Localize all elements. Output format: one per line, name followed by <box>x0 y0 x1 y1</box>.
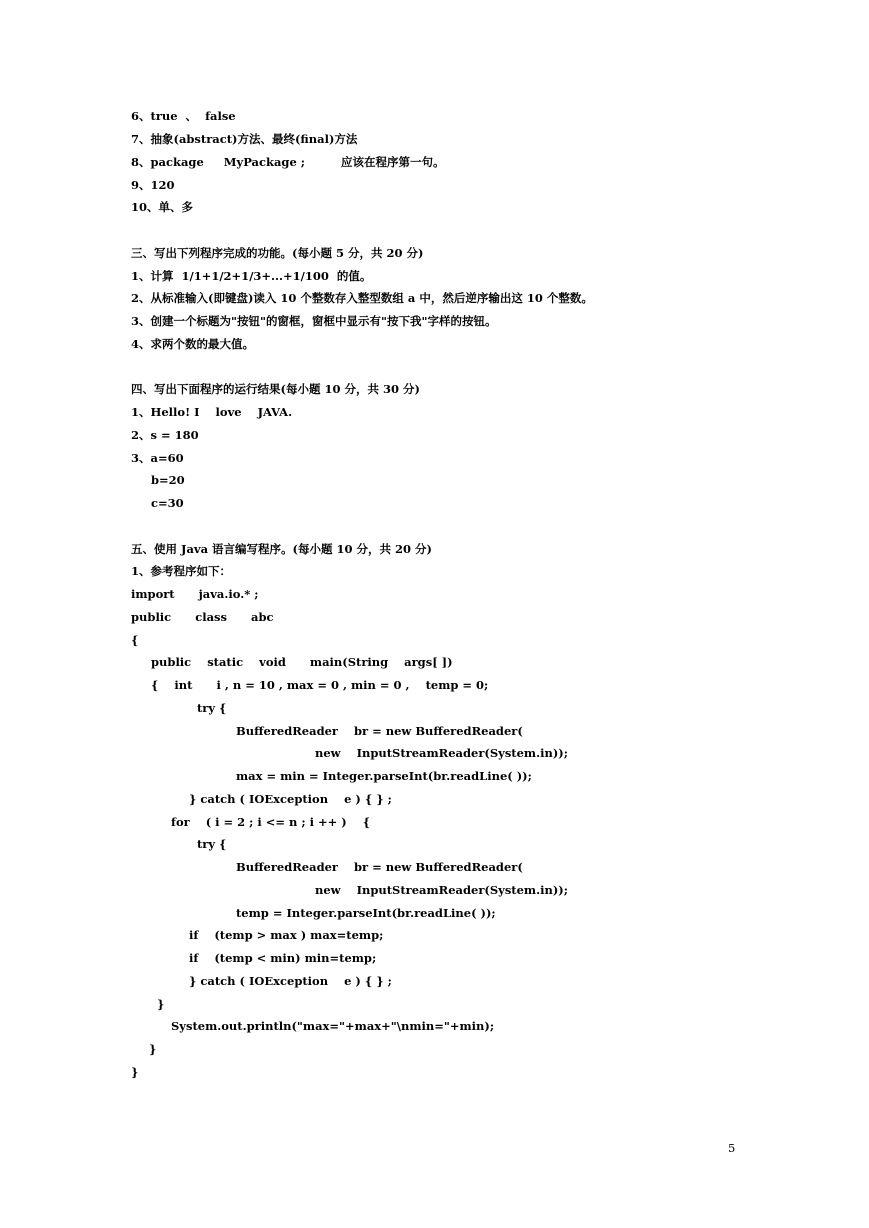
code-line: } catch ( IOException e ) { } ; <box>189 792 392 806</box>
answer-line: 9、120 <box>131 178 175 192</box>
code-line: } <box>157 997 165 1011</box>
section4-heading: 四、写出下面程序的运行结果(每小题 10 分，共 30 分) <box>131 382 420 396</box>
code-line: try { <box>197 701 227 715</box>
section4-item: 2、s = 180 <box>131 428 199 442</box>
code-line: max = min = Integer.parseInt(br.readLine( )); <box>236 769 532 783</box>
section3-item: 2、从标准输入(即键盘)读入 10 个整数存入整型数组 a 中，然后逆序输出这 10 个整数。 <box>131 291 593 305</box>
code-line: BufferedReader br = new BufferedReader( <box>236 724 523 738</box>
code-line: { <box>131 633 139 647</box>
section3-item: 4、求两个数的最大值。 <box>131 337 255 351</box>
answer-line: 6、true 、 false <box>131 109 236 123</box>
code-line: try { <box>197 837 227 851</box>
code-line: { int i , n = 10 , max = 0 , min = 0 , temp = 0; <box>151 678 489 692</box>
code-line: if (temp > max ) max=temp; <box>189 928 384 942</box>
section3-heading: 三、写出下列程序完成的功能。(每小题 5 分，共 20 分) <box>131 246 424 260</box>
section5-intro: 1、参考程序如下： <box>131 564 232 578</box>
code-line: System.out.println("max="+max+"\nmin="+min); <box>171 1019 495 1033</box>
code-line: new InputStreamReader(System.in)); <box>315 883 568 897</box>
code-line: } catch ( IOException e ) { } ; <box>189 974 392 988</box>
code-line: public class abc <box>131 610 274 624</box>
section4-item: 3、a=60 <box>131 451 184 465</box>
page-number: 5 <box>728 1141 736 1155</box>
code-line: public static void main(String args[ ]) <box>151 655 453 669</box>
section3-item: 1、计算 1/1+1/2+1/3+...+1/100 的值。 <box>131 269 372 283</box>
answer-line: 10、单、多 <box>131 200 194 214</box>
section4-item: b=20 <box>151 473 185 487</box>
code-line: import java.io.* ; <box>131 587 259 601</box>
code-line: BufferedReader br = new BufferedReader( <box>236 860 523 874</box>
code-line: new InputStreamReader(System.in)); <box>315 746 568 760</box>
code-line: if (temp < min) min=temp; <box>189 951 377 965</box>
section3-item: 3、创建一个标题为"按钮"的窗框，窗框中显示有"按下我"字样的按钮。 <box>131 314 497 328</box>
section4-item: 1、Hello! I love JAVA. <box>131 405 293 419</box>
section5-heading: 五、使用 Java 语言编写程序。(每小题 10 分，共 20 分) <box>131 542 432 556</box>
code-line: } <box>131 1065 139 1079</box>
code-line: temp = Integer.parseInt(br.readLine( )); <box>236 906 496 920</box>
answer-line: 7、抽象(abstract)方法、最终(final)方法 <box>131 132 358 146</box>
answer-line: 8、package MyPackage ; 应该在程序第一句。 <box>131 155 445 169</box>
section4-item: c=30 <box>151 496 184 510</box>
code-line: for ( i = 2 ; i <= n ; i ++ ) { <box>171 815 371 829</box>
code-line: } <box>149 1042 157 1056</box>
